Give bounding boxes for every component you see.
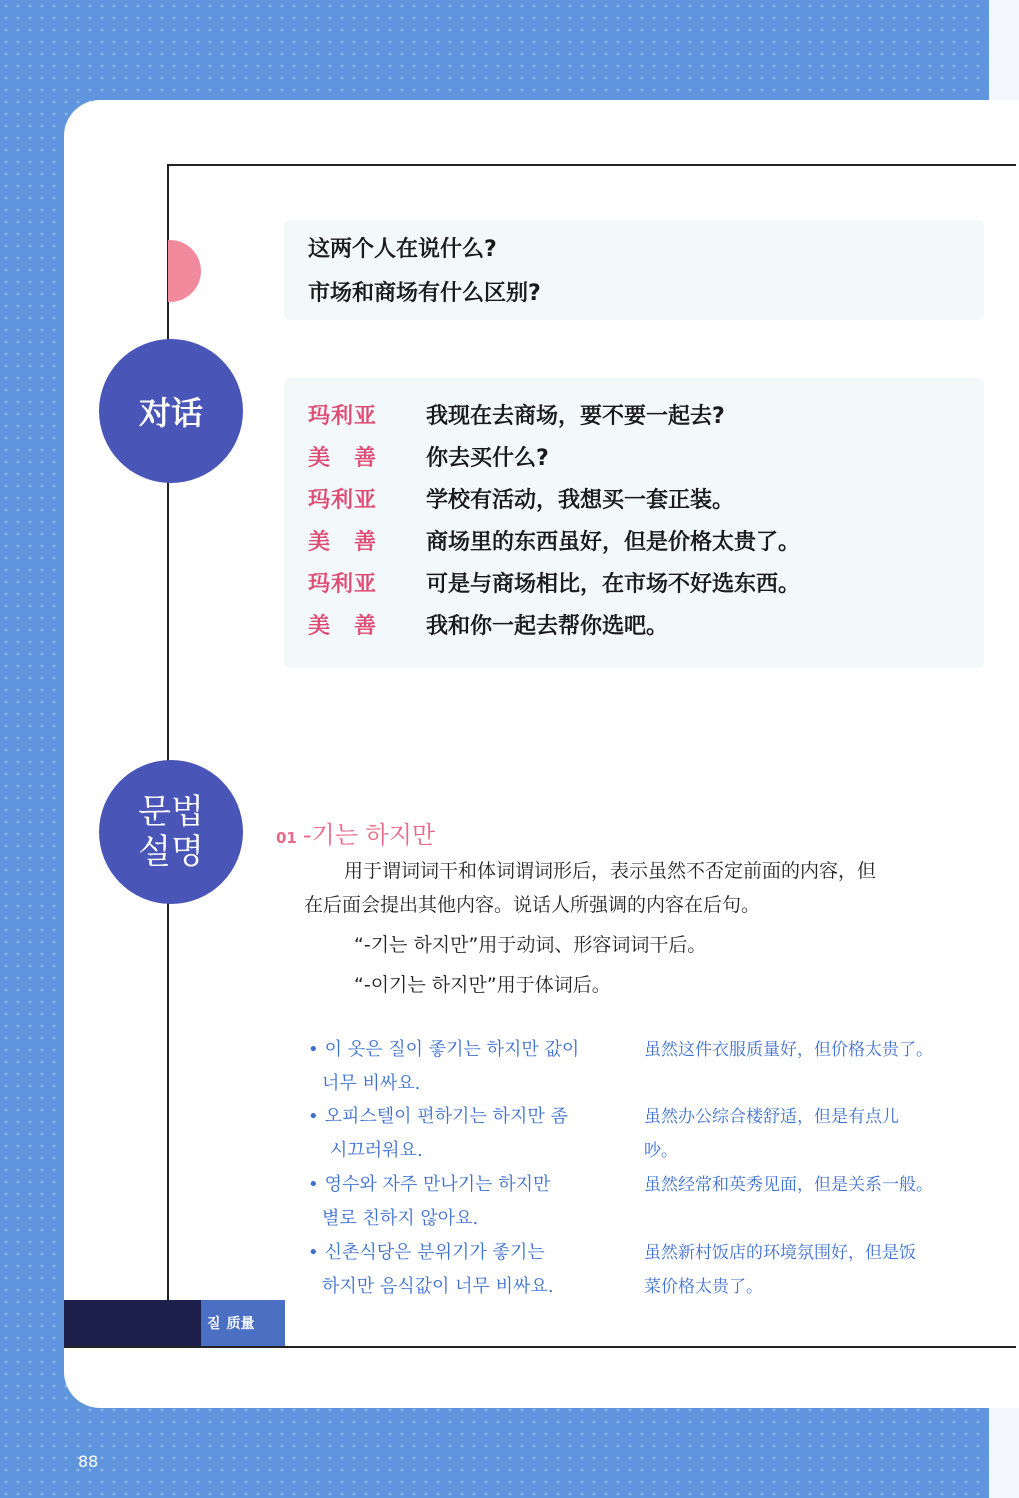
speaker-name: 美 善 xyxy=(308,529,378,555)
dialog-row xyxy=(308,396,725,432)
speaker-name: 玛利亚 xyxy=(308,403,378,429)
bullet-icon: • xyxy=(308,1039,319,1060)
grammar-number: 01 xyxy=(276,829,297,847)
example-ko-line: 신촌식당은 분위기가 좋기는 xyxy=(324,1242,545,1263)
example-cn-line: 虽然经常和英秀见面，但是关系一般。 xyxy=(644,1175,933,1195)
example-ko xyxy=(308,1033,579,1101)
dialog-row xyxy=(308,522,800,558)
page-number: 88 xyxy=(78,1452,99,1471)
example-ko-line: 영수와 자주 만나기는 하지만 xyxy=(324,1174,551,1195)
example-ko-line: 이 옷은 질이 좋기는 하지만 값이 xyxy=(324,1039,580,1060)
example-cn-line: 吵。 xyxy=(644,1141,678,1161)
example-cn xyxy=(644,1100,899,1168)
example-cn-line: 虽然新村饭店的环境氛围好，但是饭 xyxy=(644,1243,916,1263)
grammar-note-2: “-이기는 하지만”用于体词后。 xyxy=(354,974,611,996)
example-cn xyxy=(644,1236,916,1304)
grammar-pattern: -기는 하지만 xyxy=(302,821,436,849)
grammar-note-1: “-기는 하지만”用于动词、形容词词干后。 xyxy=(354,934,707,956)
example-cn xyxy=(644,1168,933,1202)
dialog-row xyxy=(308,564,800,600)
warmup-question-1: 这两个人在说什么? xyxy=(308,237,497,262)
vocab-cn: 质量 xyxy=(226,1316,255,1332)
warmup-question-2: 市场和商场有什么区别? xyxy=(308,281,541,306)
dialog-line: 我和你一起去帮你选吧。 xyxy=(426,613,669,639)
grammar-badge-line1: 문법 xyxy=(138,792,204,832)
dialog-line: 你去买什么? xyxy=(426,445,549,471)
example-ko-line: 시끄러워요. xyxy=(330,1140,423,1161)
example-cn xyxy=(644,1033,933,1067)
grammar-title xyxy=(276,815,435,850)
dialog-row xyxy=(308,480,734,516)
vocab-ko: 질 xyxy=(207,1316,221,1332)
example-cn-line: 虽然这件衣服质量好，但价格太贵了。 xyxy=(644,1040,933,1060)
grammar-explanation-1: 用于谓词词干和体词谓词形后，表示虽然不否定前面的内容，但 xyxy=(344,860,877,882)
example-ko xyxy=(308,1168,550,1236)
top-rule xyxy=(168,164,1016,166)
bullet-icon: • xyxy=(308,1174,319,1195)
bullet-icon: • xyxy=(308,1106,319,1127)
dialog-line: 我现在去商场，要不要一起去? xyxy=(426,403,725,429)
dialog-line: 学校有活动，我想买一套正装。 xyxy=(426,487,735,513)
bottom-rule xyxy=(64,1346,1016,1348)
grammar-badge xyxy=(99,760,243,904)
example-ko-line: 오피스텔이 편하기는 하지만 좀 xyxy=(324,1106,568,1127)
footer-dark-bar xyxy=(64,1300,201,1346)
example-cn-line: 虽然办公综合楼舒适，但是有点儿 xyxy=(644,1107,899,1127)
example-ko-line: 하지만 음식값이 너무 비싸요. xyxy=(322,1276,554,1297)
speaker-name: 美 善 xyxy=(308,613,378,639)
speaker-name: 美 善 xyxy=(308,445,378,471)
dialog-line: 商场里的东西虽好，但是价格太贵了。 xyxy=(426,529,801,555)
dialog-row xyxy=(308,606,668,642)
dialog-line: 可是与商场相比，在市场不好选东西。 xyxy=(426,571,801,597)
speaker-name: 玛利亚 xyxy=(308,571,378,597)
grammar-badge-line2: 설명 xyxy=(138,832,204,872)
dialog-badge: 对话 xyxy=(99,339,243,483)
dialog-row xyxy=(308,438,549,474)
bullet-icon: • xyxy=(308,1242,319,1263)
example-ko-line: 별로 친하지 않아요. xyxy=(322,1208,479,1229)
example-ko-line: 너무 비싸요. xyxy=(322,1073,421,1094)
grammar-explanation-2: 在后面会提出其他内容。说话人所强调的内容在后句。 xyxy=(304,894,761,916)
speaker-name: 玛利亚 xyxy=(308,487,378,513)
example-ko xyxy=(308,1236,554,1304)
example-ko xyxy=(308,1100,568,1168)
example-cn-line: 菜价格太贵了。 xyxy=(644,1277,763,1297)
vocab-footer xyxy=(201,1300,285,1346)
